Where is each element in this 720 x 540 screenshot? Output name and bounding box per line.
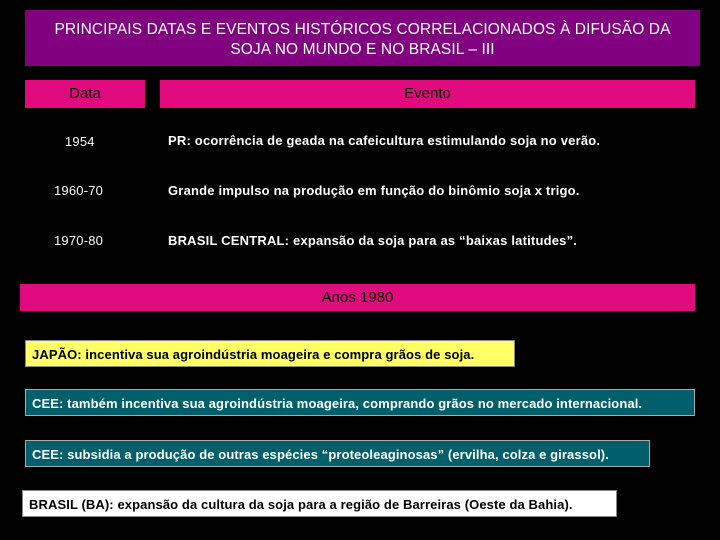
slide-title xyxy=(25,10,700,66)
event-japao: JAPÃO: incentiva sua agroindústria moageira e compra grãos de soja. xyxy=(25,340,515,367)
title-line-1: PRINCIPAIS DATAS E EVENTOS HISTÓRICOS CORRELACIONADOS À DIFUSÃO DA xyxy=(54,21,671,38)
event-brasil-ba: BRASIL (BA): expansão da cultura da soja para a região de Barreiras (Oeste da Bahia). xyxy=(22,490,617,517)
title-line-2: SOJA NO MUNDO E NO BRASIL – III xyxy=(230,41,495,58)
row-3-event: BRASIL CENTRAL: expansão da soja para as “baixas latitudes”. xyxy=(168,233,578,248)
row-1-event: PR: ocorrência de geada na cafeicultura estimulando soja no verão. xyxy=(168,133,601,148)
header-evento: Evento xyxy=(160,80,695,108)
event-cee-moageira: CEE: também incentiva sua agroindústria moageira, comprando grãos no mercado internacional. xyxy=(25,389,695,416)
row-1-date: 1954 xyxy=(65,134,95,149)
section-anos-1980: Anos 1980 xyxy=(20,284,695,311)
row-2-event: Grande impulso na produção em função do binômio soja x trigo. xyxy=(168,183,580,198)
header-data: Data xyxy=(25,80,145,108)
row-2-date: 1960-70 xyxy=(54,183,104,198)
event-cee-subsidia: CEE: subsidia a produção de outras espécies “proteoleaginosas” (ervilha, colza e girassol). xyxy=(25,440,650,467)
row-3-date: 1970-80 xyxy=(54,233,104,248)
